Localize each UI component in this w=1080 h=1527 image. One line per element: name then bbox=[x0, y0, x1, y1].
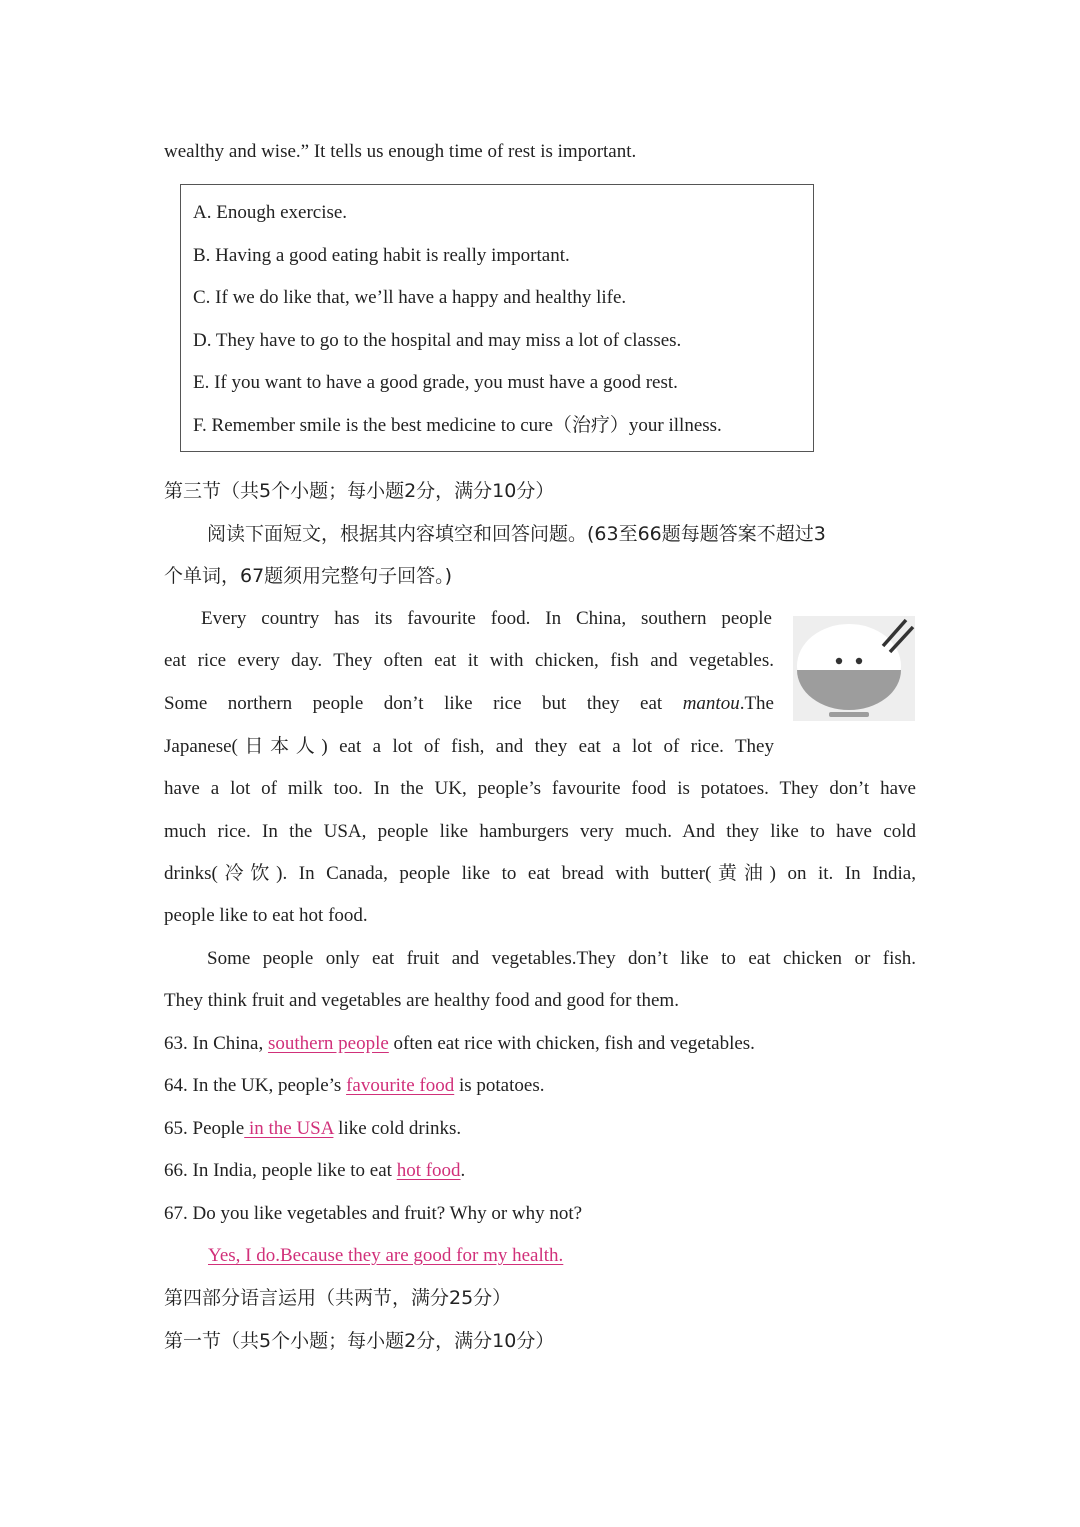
rice-bowl-with-chopsticks-icon bbox=[793, 616, 915, 721]
option-f: F. Remember smile is the best medicine to cure（治疗）your illness. bbox=[193, 415, 722, 436]
answer-65: in the USA bbox=[244, 1118, 334, 1139]
option-b: B. Having a good eating habit is really important. bbox=[193, 245, 570, 266]
rice-bowl-image bbox=[793, 616, 915, 721]
option-e: E. If you want to have a good grade, you must have a good rest. bbox=[193, 372, 678, 393]
question-text: often eat rice with chicken, fish and vegetables. bbox=[388, 1033, 755, 1054]
passage-line: eat rice every day. They often eat it with chicken, fish and vegetables. bbox=[164, 650, 774, 671]
section3-heading: 第三节（共5个小题；每小题2分，满分10分） bbox=[164, 480, 555, 502]
question-text: like cold drinks. bbox=[333, 1118, 462, 1139]
option-d: D. They have to go to the hospital and may miss a lot of classes. bbox=[193, 330, 682, 351]
question-65 bbox=[164, 1115, 461, 1143]
passage-line: They think fruit and vegetables are healthy food and good for them. bbox=[164, 990, 679, 1011]
intro-tail: wealthy and wise.” It tells us enough time of rest is important. bbox=[164, 141, 637, 162]
options-box bbox=[180, 184, 814, 452]
section3-instruction-1: 阅读下面短文，根据其内容填空和回答问题。(63至66题每题答案不超过3 bbox=[207, 523, 826, 545]
passage-line: Some people only eat fruit and vegetables.They don’t like to eat chicken or fish. bbox=[207, 948, 916, 969]
passage-text: .The bbox=[739, 693, 774, 714]
question-text: 64. In the UK, people’s bbox=[164, 1075, 347, 1096]
answer-63: southern people bbox=[267, 1033, 389, 1054]
passage-line: have a lot of milk too. In the UK, people’s favourite food is potatoes. They don’t have bbox=[164, 778, 916, 799]
question-64 bbox=[164, 1072, 544, 1100]
option-a: A. Enough exercise. bbox=[193, 202, 348, 223]
part4-heading: 第四部分语言运用（共两节，满分25分） bbox=[164, 1287, 512, 1309]
question-text: 65. People bbox=[164, 1118, 245, 1139]
answer-64: favourite food bbox=[346, 1075, 455, 1096]
answer-66: hot food bbox=[396, 1160, 461, 1181]
passage-italic: mantou bbox=[682, 693, 740, 714]
option-c: C. If we do like that, we’ll have a happy and healthy life. bbox=[193, 287, 627, 308]
question-text: 66. In India, people like to eat bbox=[164, 1160, 397, 1181]
passage-line: Every country has its favourite food. In China, southern people bbox=[201, 608, 772, 629]
question-text: is potatoes. bbox=[454, 1075, 545, 1096]
passage-text: Some northern people don’t like rice but they eat bbox=[164, 693, 683, 714]
passage-line: people like to eat hot food. bbox=[164, 905, 368, 926]
question-63 bbox=[164, 1030, 755, 1058]
passage-line: drinks(冷饮). In Canada, people like to eat bread with butter(黄油) on it. In India, bbox=[164, 863, 916, 884]
passage-line: Japanese(日本人) eat a lot of fish, and they eat a lot of rice. They bbox=[164, 736, 774, 757]
section3-instruction-2: 个单词，67题须用完整句子回答。) bbox=[164, 565, 453, 587]
passage-line: much rice. In the USA, people like hamburgers very much. And they like to have cold bbox=[164, 821, 916, 842]
question-text: . bbox=[460, 1160, 466, 1181]
question-67: 67. Do you like vegetables and fruit? Why or why not? bbox=[164, 1203, 583, 1224]
question-66 bbox=[164, 1157, 465, 1185]
section1-heading: 第一节（共5个小题；每小题2分，满分10分） bbox=[164, 1330, 555, 1352]
passage-line bbox=[164, 690, 774, 718]
answer-67: Yes, I do.Because they are good for my health. bbox=[208, 1245, 564, 1266]
question-text: 63. In China, bbox=[164, 1033, 268, 1054]
